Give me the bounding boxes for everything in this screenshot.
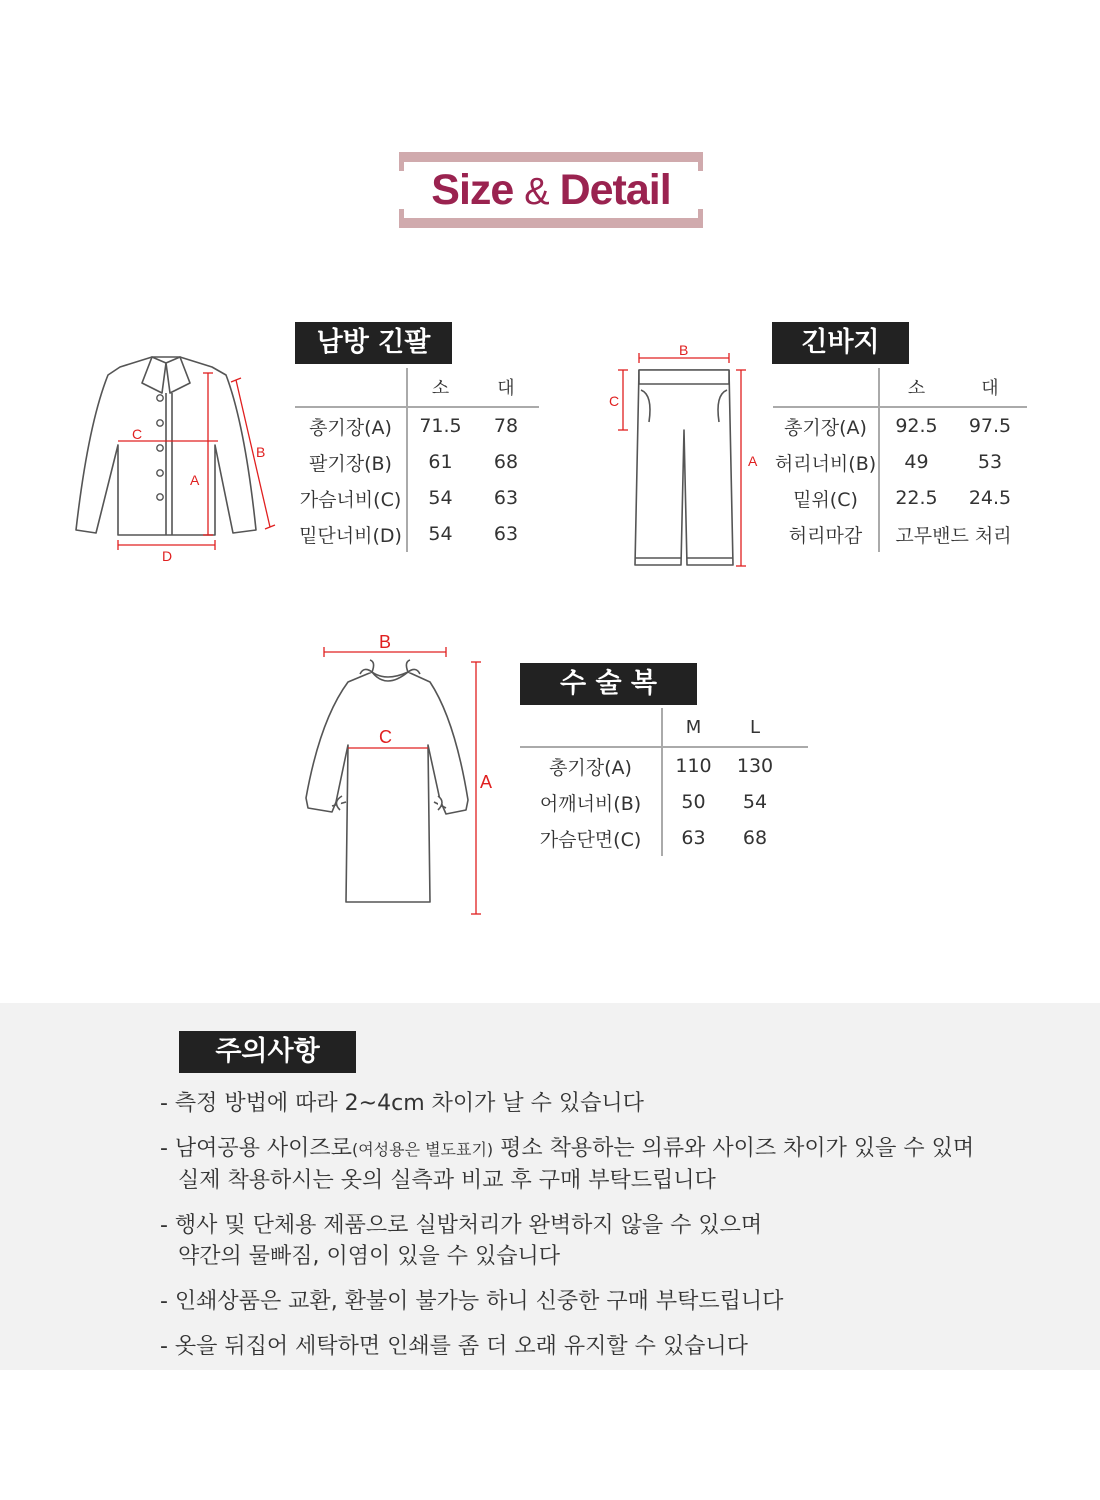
notice-text-line2: 약간의 물빠짐, 이염이 있을 수 있습니다 (178, 1244, 560, 1269)
table-row (520, 747, 808, 784)
table-header-cell (520, 708, 662, 747)
table-header-row (520, 708, 808, 747)
table-header-cell: L (724, 708, 786, 747)
gown-size-table (520, 708, 808, 856)
shirt-diagram (70, 345, 280, 565)
notice-small-text: (여성용은 별도표기) (351, 1140, 494, 1159)
table-row (295, 444, 539, 480)
notice-list (160, 1088, 974, 1376)
title-amp: & (524, 171, 549, 213)
notice-text: - 측정 방법에 따라 2~4cm 차이가 날 수 있습니다 (160, 1091, 644, 1116)
table-header-cell: M (662, 708, 724, 747)
table-row (295, 480, 539, 516)
shirt-marker-a: A (190, 472, 200, 488)
table-row (773, 407, 1027, 444)
pants-marker-b: B (679, 342, 689, 358)
notice-text: - 행사 및 단체용 제품으로 실밥처리가 완벽하지 않을 수 있으며 (160, 1213, 763, 1238)
table-row (520, 784, 808, 820)
pants-marker-a: A (748, 453, 758, 469)
table-spacer (786, 820, 808, 856)
shirt-marker-b: B (256, 444, 266, 460)
list-item (160, 1286, 974, 1317)
gown-diagram (300, 630, 500, 920)
list-item (160, 1210, 974, 1272)
table-row (520, 820, 808, 856)
gown-marker-c: C (379, 727, 392, 747)
shirt-marker-d: D (162, 548, 173, 564)
table-header-cell: 소 (407, 368, 473, 407)
table-cell: 54 (428, 523, 453, 545)
table-cell: 68 (742, 827, 768, 849)
table-header-cell: 대 (953, 368, 1027, 407)
table-cell: 54 (742, 791, 768, 813)
list-item (160, 1331, 974, 1362)
page-title-frame (399, 152, 703, 228)
table-cell: 68 (493, 451, 519, 473)
table-row (295, 407, 539, 444)
table-cell: 24.5 (968, 487, 1012, 509)
table-cell: 49 (904, 451, 929, 473)
table-row (773, 444, 1027, 480)
gown-marker-b: B (379, 632, 392, 652)
row-label: 어깨너비(B) (520, 784, 662, 820)
table-cell: 고무밴드 처리 (895, 524, 1012, 547)
table-cell: 61 (428, 451, 453, 473)
table-cell: 71.5 (419, 415, 462, 437)
table-row (773, 480, 1027, 516)
table-cell: 78 (493, 415, 519, 437)
table-cell: 92.5 (895, 415, 938, 437)
list-item (160, 1088, 974, 1119)
pants-label: 긴바지 (772, 322, 909, 364)
notice-label: 주의사항 (179, 1031, 356, 1073)
table-cell: 22.5 (895, 487, 938, 509)
notice-text: - 옷을 뒤집어 세탁하면 인쇄를 좀 더 오래 유지할 수 있습니다 (160, 1334, 748, 1359)
table-cell: 63 (493, 487, 519, 509)
table-header-cell (773, 368, 879, 407)
table-cell: 50 (681, 791, 706, 813)
pants-marker-c: C (609, 393, 620, 409)
row-label: 밑위(C) (773, 480, 879, 516)
table-header-cell (295, 368, 407, 407)
table-header-spacer (786, 708, 808, 747)
table-header-cell: 소 (879, 368, 953, 407)
table-cell: 97.5 (968, 415, 1012, 437)
notice-text: - 인쇄상품은 교환, 환불이 불가능 하니 신중한 구매 부탁드립니다 (160, 1289, 784, 1314)
shirt-marker-c: C (132, 426, 143, 442)
table-cell: 110 (675, 755, 712, 777)
row-label: 가슴너비(C) (295, 480, 407, 516)
table-cell: 54 (428, 487, 453, 509)
table-header-row (773, 368, 1027, 407)
title-size: Size (431, 166, 514, 214)
row-label: 허리너비(B) (773, 444, 879, 480)
table-cell: 130 (736, 755, 774, 777)
row-label: 허리마감 (773, 516, 879, 552)
title-detail: Detail (559, 166, 671, 214)
row-label: 팔기장(B) (295, 444, 407, 480)
table-row (295, 516, 539, 552)
notice-text: - 남여공용 사이즈로 (160, 1136, 352, 1161)
gown-marker-a: A (480, 772, 493, 792)
page-title (399, 166, 703, 216)
notice-text: 평소 착용하는 의류와 사이즈 차이가 있을 수 있며 (493, 1136, 975, 1161)
gown-label: 수 술 복 (520, 663, 697, 705)
table-spacer (786, 747, 808, 784)
pants-diagram (605, 340, 765, 575)
notice-section (0, 1003, 1100, 1370)
list-item (160, 1133, 974, 1196)
table-spacer (786, 784, 808, 820)
shirt-label: 남방 긴팔 (295, 322, 452, 364)
table-header-row (295, 368, 539, 407)
pants-size-table (773, 368, 1027, 552)
table-cell: 53 (977, 451, 1003, 473)
table-cell: 63 (493, 523, 519, 545)
row-label: 총기장(A) (520, 747, 662, 784)
row-label: 총기장(A) (295, 407, 407, 444)
table-row (773, 516, 1027, 552)
row-label: 총기장(A) (773, 407, 879, 444)
row-label: 가슴단면(C) (520, 820, 662, 856)
shirt-size-table (295, 368, 539, 552)
title-frame-bottom-bar (399, 218, 703, 228)
table-cell: 63 (681, 827, 706, 849)
notice-text-line2: 실제 착용하시는 옷의 실측과 비교 후 구매 부탁드립니다 (178, 1168, 716, 1193)
title-frame-top-bar (399, 152, 703, 162)
row-label: 밑단너비(D) (295, 516, 407, 552)
table-header-cell: 대 (473, 368, 539, 407)
